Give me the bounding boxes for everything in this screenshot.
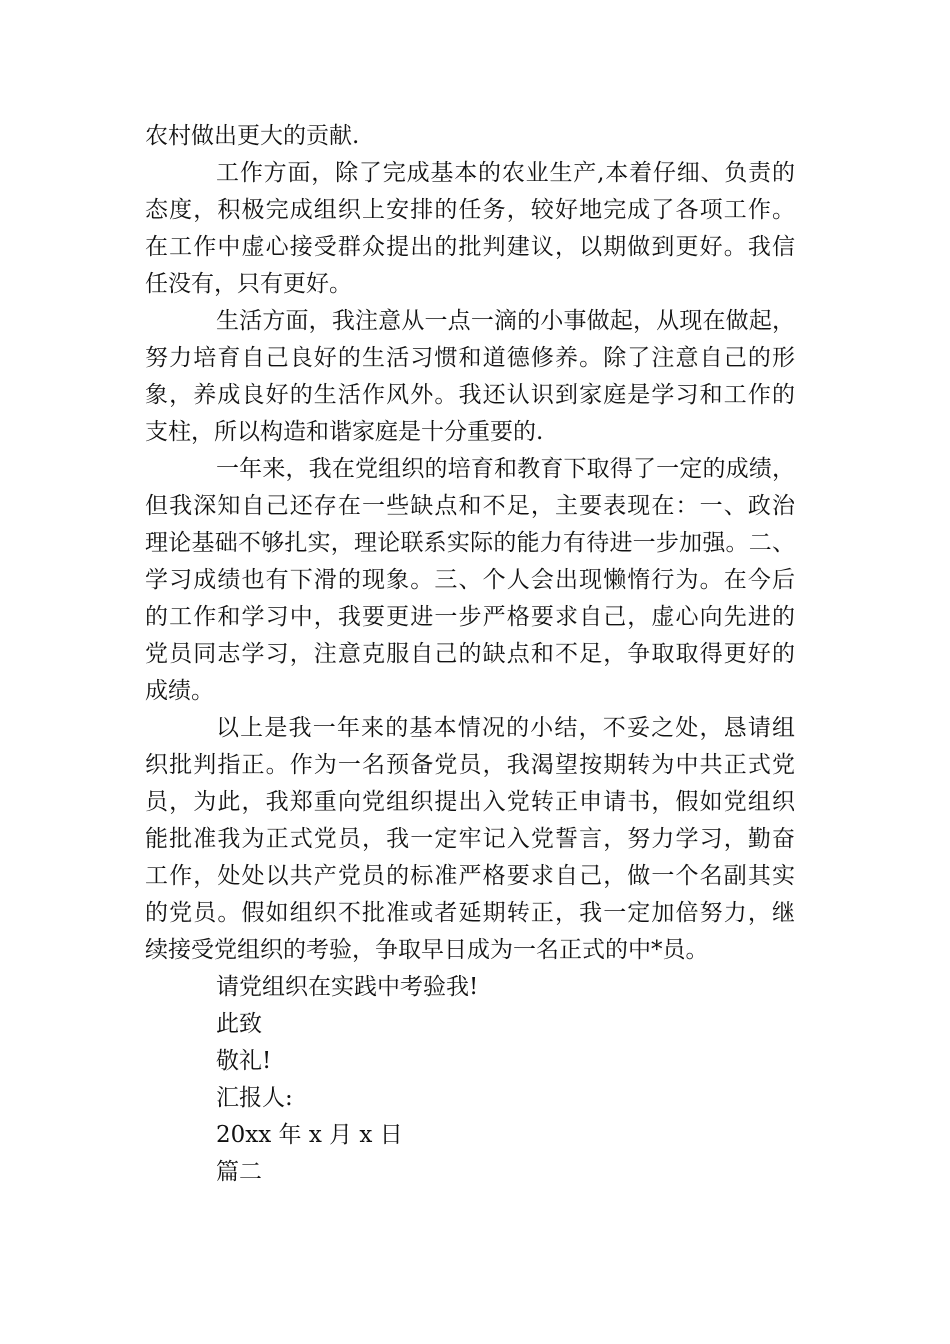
text-line: 汇报人: <box>216 1085 293 1111</box>
text-line: 以上是我一年来的基本情况的小结，不妥之处，恳请组 <box>216 715 795 741</box>
text-line: 工作，处处以共产党员的标准严格要求自己，做一个名副其实 <box>145 863 795 889</box>
text-line: 篇二 <box>216 1159 262 1185</box>
text-line: 织批判指正。作为一名预备党员，我渴望按期转为中共正式党 <box>145 752 795 778</box>
text-line: 一年来，我在党组织的培育和教育下取得了一定的成绩， <box>216 456 795 482</box>
text-line: 的党员。假如组织不批准或者延期转正，我一定加倍努力，继 <box>145 900 795 926</box>
text-line: 学习成绩也有下滑的现象。三、个人会出现懒惰行为。在今后 <box>145 567 795 593</box>
text-line: 续接受党组织的考验，争取早日成为一名正式的中*员。 <box>145 937 709 963</box>
document-body <box>145 118 795 1191</box>
text-line: 在工作中虚心接受群众提出的批判建议，以期做到更好。我信 <box>145 234 795 260</box>
text-line: 成绩。 <box>145 678 214 704</box>
text-line: 能批准我为正式党员，我一定牢记入党誓言，努力学习，勤奋 <box>145 826 795 852</box>
text-line: 员，为此，我郑重向党组织提出入党转正申请书，假如党组织 <box>145 789 795 815</box>
text-line: 生活方面，我注意从一点一滴的小事做起，从现在做起， <box>216 308 795 334</box>
text-line: 党员同志学习，注意克服自己的缺点和不足，争取取得更好的 <box>145 641 795 667</box>
text-line: 农村做出更大的贡献. <box>145 123 360 149</box>
text-line: 此致 <box>216 1011 262 1037</box>
text-line: 象，养成良好的生活作风外。我还认识到家庭是学习和工作的 <box>145 382 795 408</box>
text-line: 的工作和学习中，我要更进一步严格要求自己，虚心向先进的 <box>145 604 795 630</box>
text-line: 理论基础不够扎实，理论联系实际的能力有待进一步加强。二、 <box>145 530 795 556</box>
text-line: 努力培育自己良好的生活习惯和道德修养。除了注意自己的形 <box>145 345 795 371</box>
text-line: 敬礼! <box>216 1048 272 1074</box>
text-line: 但我深知自己还存在一些缺点和不足，主要表现在：一、政治 <box>145 493 795 519</box>
text-line: 20xx 年 x 月 x 日 <box>216 1122 403 1148</box>
text-line: 支柱，所以构造和谐家庭是十分重要的. <box>145 419 544 445</box>
text-line: 工作方面，除了完成基本的农业生产,本着仔细、负责的 <box>216 160 795 186</box>
text-line: 任没有，只有更好。 <box>145 271 352 297</box>
text-line: 请党组织在实践中考验我! <box>216 974 479 1000</box>
text-line: 态度，积极完成组织上安排的任务，较好地完成了各项工作。 <box>145 197 795 223</box>
